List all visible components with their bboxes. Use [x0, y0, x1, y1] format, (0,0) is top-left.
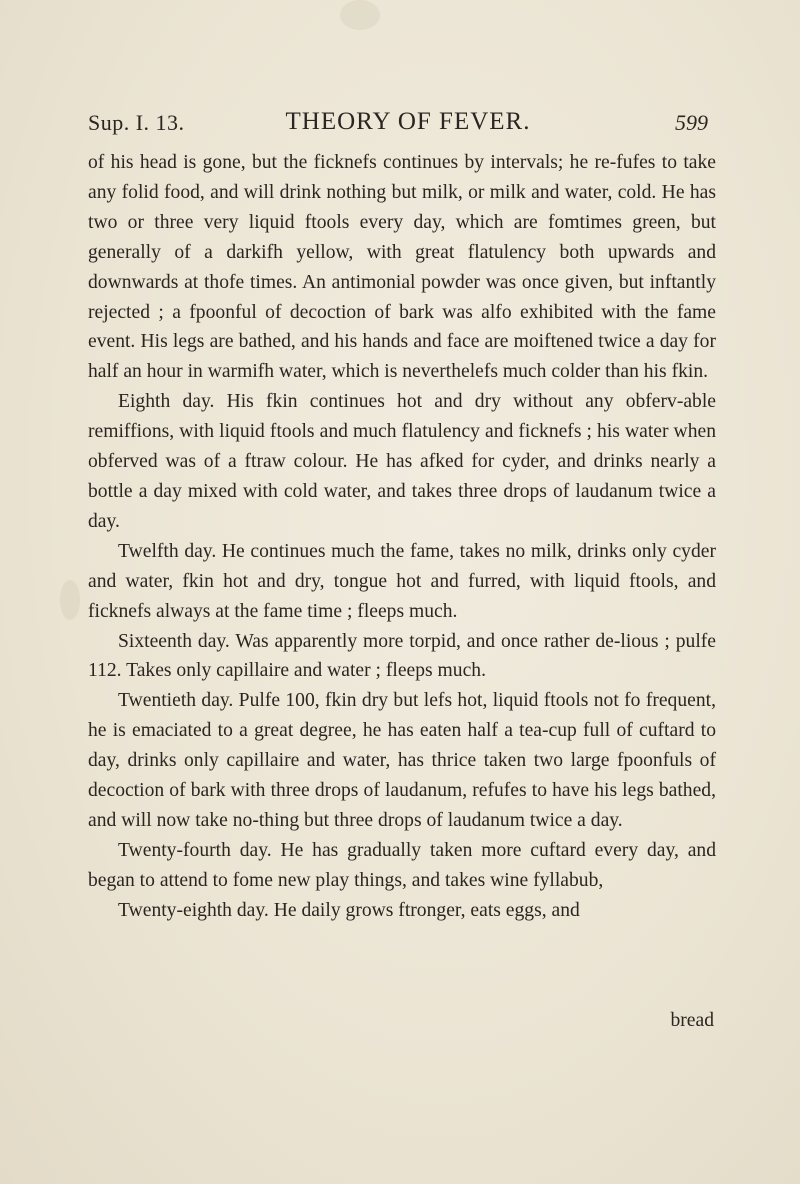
- section-reference: Sup. I. 13.: [88, 110, 185, 135]
- paragraph-twentieth-day: Twentieth day. Pulfe 100, fkin dry but lefs hot, liquid ftools not fo frequent, he is emaciated to a great degree, he has eaten half a tea-cup full of cuftard to day, drinks only capillaire and water, has thrice taken two large fpoonfuls of decoction of bark with three drops of laudanum, refufes to have his legs bathed, and will now take no-thing but three drops of laudanum twice a day.: [88, 690, 716, 831]
- paragraph-twenty-eighth-day: Twenty-eighth day. He daily grows ftronger, eats eggs, and: [118, 899, 580, 921]
- running-title: THEORY OF FEVER.: [285, 108, 531, 135]
- paper-stain: [60, 580, 80, 620]
- running-head: [88, 108, 708, 142]
- paragraph-twelfth-day: Twelfth day. He continues much the fame, takes no milk, drinks only cyder and water, fkin hot and dry, tongue hot and furred, with liquid ftools, and ficknefs always at the fame time ; fleeps much.: [88, 540, 716, 622]
- paragraph-sixteenth-day: Sixteenth day. Was apparently more torpid, and once rather de-lious ; pulfe 112. Takes only capillaire and water ; fleeps much.: [88, 630, 716, 682]
- paragraph-continuation: of his head is gone, but the ficknefs continues by intervals; he re-fufes to take any folid food, and will drink nothing but milk, or milk and water, cold. He has two or three very liquid ftools every day, which are fomtimes green, but generally of a darkifh yellow, with great flatulency both upwards and downwards at thofe times. An antimonial powder was once given, but inftantly rejected ; a fpoonful of decoction of bark was alfo exhibited with the fame event. His legs are bathed, and his hands and face are moiftened twice a day for half an hour in warmifh water, which is neverthelefs much colder than his fkin.: [88, 152, 716, 383]
- catchword: bread: [670, 1010, 714, 1031]
- paper-stain: [340, 0, 380, 30]
- paragraph-eighth-day: Eighth day. His fkin continues hot and dry without any obferv-able remiffions, with liquid ftools and much flatulency and ficknefs ; his water when obferved was of a ftraw colour. He has afked for cyder, and drinks nearly a bottle a day mixed with cold water, and takes three drops of laudanum twice a day.: [88, 391, 716, 532]
- paragraph-twenty-fourth-day: Twenty-fourth day. He has gradually taken more cuftard every day, and began to attend to fome new play things, and takes wine fyllabub,: [88, 839, 716, 891]
- body-text: [88, 148, 716, 926]
- page-number: 599: [675, 110, 708, 135]
